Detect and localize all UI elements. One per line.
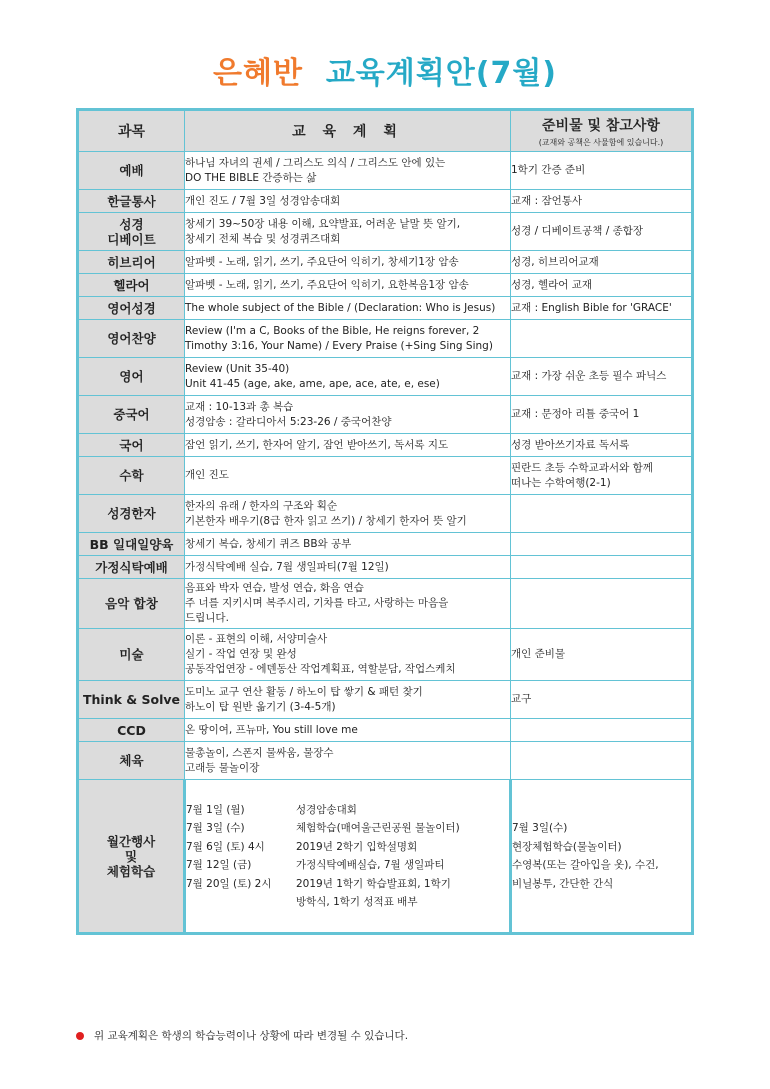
header-subject: 과목: [78, 110, 185, 152]
table-row: [78, 434, 693, 457]
subject-cell: 미술: [78, 629, 185, 681]
event-description: 가정식탁예배실습, 7월 생일파티: [296, 859, 445, 871]
plan-cell: 음표와 박자 연습, 발성 연습, 화음 연습 주 너를 지키시며 복주시리, 기차를 타고, 사랑하는 마음을 드립니다.: [185, 579, 511, 629]
plan-cell: 개인 진도 / 7월 3일 성경암송대회: [185, 190, 511, 213]
subject-cell: BB 일대일양육: [78, 533, 185, 556]
notes-cell: 1학기 간증 준비: [511, 152, 693, 190]
plan-cell: 잠언 읽기, 쓰기, 한자어 알기, 잠언 받아쓰기, 독서록 지도: [185, 434, 511, 457]
subject-cell: 한글통사: [78, 190, 185, 213]
notes-cell: 교구: [511, 681, 693, 719]
table-row: [78, 213, 693, 251]
table-row: [78, 556, 693, 579]
notes-cell: [511, 719, 693, 742]
notes-cell: 성경, 헬라어 교재: [511, 274, 693, 297]
table-row: [78, 629, 693, 681]
plan-cell: Review (Unit 35-40) Unit 41-45 (age, ake, ame, ape, ace, ate, e, ese): [185, 358, 511, 396]
subject-cell: 영어: [78, 358, 185, 396]
header-notes-title: 준비물 및 참고사항: [542, 117, 660, 134]
subject-cell: 음악 합창: [78, 579, 185, 629]
notes-cell: 교재 : 문정아 리틀 중국어 1: [511, 396, 693, 434]
event-date: 7월 20일 (토) 2시: [186, 877, 272, 890]
notes-cell: [511, 320, 693, 358]
table-row: [78, 457, 693, 495]
subject-cell: 예배: [78, 152, 185, 190]
table-row: [78, 152, 693, 190]
subject-cell: 성경한자: [78, 495, 185, 533]
plan-cell: 도미노 교구 연산 활동 / 하노이 탑 쌓기 & 패턴 찾기 하노이 탑 원반 옮기기 (3-4-5개): [185, 681, 511, 719]
plan-cell: 개인 진도: [185, 457, 511, 495]
notes-cell: 교재 : English Bible for 'GRACE': [511, 297, 693, 320]
event-date: 7월 3일 (수): [186, 822, 245, 834]
plan-cell: 가정식탁예배 실습, 7월 생일파티(7월 12일): [185, 556, 511, 579]
events-row: [78, 780, 693, 934]
notes-cell: 핀란드 초등 수학교과서와 함께 떠나는 수학여행(2-1): [511, 457, 693, 495]
event-item: [186, 819, 509, 838]
table-row: [78, 495, 693, 533]
header-notes-subtitle: (교재와 공책은 사물함에 있습니다.): [538, 137, 664, 147]
notes-cell: 성경 받아쓰기자료 독서록: [511, 434, 693, 457]
page-title: [0, 48, 770, 92]
plan-cell: 온 땅이여, 프뉴마, You still love me: [185, 719, 511, 742]
subject-cell: 히브리어: [78, 251, 185, 274]
table-row: [78, 719, 693, 742]
event-item: [186, 856, 509, 875]
notes-cell: [511, 556, 693, 579]
notes-cell: 교재 : 잠언통사: [511, 190, 693, 213]
subject-cell: 가정식탁예배: [78, 556, 185, 579]
title-class-name: 은혜반: [212, 56, 303, 91]
plan-cell: 하나님 자녀의 권세 / 그리스도 의식 / 그리스도 안에 있는 DO THE BIBLE 간증하는 삶: [185, 152, 511, 190]
footnote: [76, 1028, 408, 1043]
notes-cell: [511, 495, 693, 533]
table-row: [78, 533, 693, 556]
title-plan-name: 교육계획안(7월): [325, 56, 558, 91]
events-cell: [185, 780, 511, 934]
plan-cell: 창세기 복습, 창세기 퀴즈 BB와 공부: [185, 533, 511, 556]
event-date: 7월 6일 (토) 4시: [186, 840, 265, 853]
plan-cell: The whole subject of the Bible / (Declaration: Who is Jesus): [185, 297, 511, 320]
footnote-text: 위 교육계획은 학생의 학습능력이나 상황에 따라 변경될 수 있습니다.: [94, 1030, 409, 1042]
event-date: 7월 12일 (금): [186, 859, 252, 871]
header-plan: 교 육 계 획: [185, 110, 511, 152]
event-description: 2019년 1학기 학습발표회, 1학기 방학식, 1학기 성적표 배부: [296, 877, 451, 908]
table-row: [78, 358, 693, 396]
event-date: 7월 1일 (월): [186, 803, 245, 816]
notes-cell: 교재 : 가장 쉬운 초등 필수 파닉스: [511, 358, 693, 396]
event-description: 체험학습(매여울근린공원 물놀이터): [296, 822, 460, 834]
subject-cell: 국어: [78, 434, 185, 457]
table-row: [78, 681, 693, 719]
table-row: [78, 190, 693, 213]
table-row: [78, 274, 693, 297]
notes-cell: 성경 / 디베이트공책 / 종합장: [511, 213, 693, 251]
table-header-row: [78, 110, 693, 152]
table-row: [78, 251, 693, 274]
subject-cell: 체육: [78, 742, 185, 780]
subject-cell: Think & Solve: [78, 681, 185, 719]
subject-cell: 중국어: [78, 396, 185, 434]
subject-cell: CCD: [78, 719, 185, 742]
event-description: 2019년 2학기 입학설명회: [296, 840, 418, 853]
notes-cell: [511, 742, 693, 780]
subject-cell: 영어찬양: [78, 320, 185, 358]
plan-cell: 창세기 39~50장 내용 이해, 요약발표, 어려운 낱말 뜻 알기, 창세기 전체 복습 및 성경퀴즈대회: [185, 213, 511, 251]
table-row: [78, 320, 693, 358]
subject-cell: 성경 디베이트: [78, 213, 185, 251]
plan-table: [76, 108, 694, 935]
subject-cell: 월간행사 및 체험학습: [78, 780, 185, 934]
table-row: [78, 579, 693, 629]
event-description: 성경암송대회: [296, 803, 357, 816]
plan-cell: 알파벳 - 노래, 읽기, 쓰기, 주요단어 익히기, 요한복음1장 암송: [185, 274, 511, 297]
plan-cell: 한자의 유래 / 한자의 구조와 획순 기본한자 배우기(8급 한자 읽고 쓰기) / 창세기 한자어 뜻 알기: [185, 495, 511, 533]
plan-cell: 알파벳 - 노래, 읽기, 쓰기, 주요단어 익히기, 창세기1장 암송: [185, 251, 511, 274]
table-row: [78, 297, 693, 320]
notes-cell: 성경, 히브리어교재: [511, 251, 693, 274]
table-row: [78, 742, 693, 780]
plan-cell: Review (I'm a C, Books of the Bible, He reigns forever, 2 Timothy 3:16, Your Name) / Every Praise (+Sing Sing Sing): [185, 320, 511, 358]
bullet-icon: [76, 1032, 84, 1040]
plan-cell: 물총놀이, 스폰지 물싸움, 물장수 고래등 물놀이장: [185, 742, 511, 780]
notes-cell: [511, 533, 693, 556]
plan-cell: 교재 : 10-13과 총 복습 성경암송 : 갈라디아서 5:23-26 / 중국어찬양: [185, 396, 511, 434]
event-item: [186, 875, 509, 912]
event-item: [186, 838, 509, 857]
plan-cell: 이론 - 표현의 이해, 서양미술사 실기 - 작업 연장 및 완성 공동작업연장 - 에덴동산 작업계획표, 역할분담, 작업스케치: [185, 629, 511, 681]
subject-cell: 영어성경: [78, 297, 185, 320]
event-item: [186, 801, 509, 820]
table-row: [78, 396, 693, 434]
subject-cell: 헬라어: [78, 274, 185, 297]
events-notes-cell: 7월 3일(수) 현장체험학습(물놀이터) 수영복(또는 갈아입을 옷), 수건, 비닐봉투, 간단한 간식: [511, 780, 693, 934]
notes-cell: 개인 준비물: [511, 629, 693, 681]
subject-cell: 수학: [78, 457, 185, 495]
header-notes: [511, 110, 693, 152]
notes-cell: [511, 579, 693, 629]
